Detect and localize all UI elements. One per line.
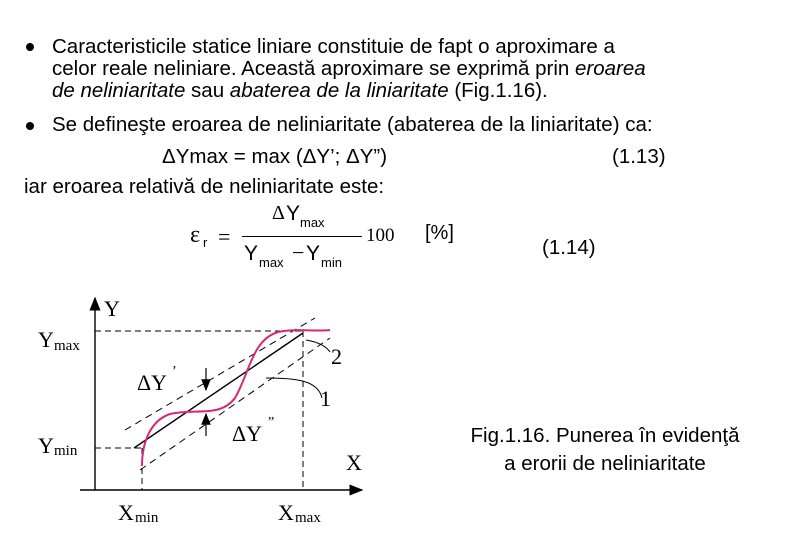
- denominator-sub2: min: [321, 255, 342, 270]
- figure-caption: [420, 422, 790, 478]
- delta-y-prime-mark: ’: [172, 364, 177, 379]
- epsilon-subscript: r: [203, 235, 208, 250]
- leader-line-1: [266, 378, 322, 398]
- bullet-1-line-3-end: (Fig.1.16).: [448, 79, 548, 102]
- y-axis-label: Y: [104, 296, 120, 321]
- delta-y-second-label: ΔY: [232, 421, 263, 446]
- numerator-y: Y: [286, 202, 301, 225]
- bullet-1-line-1: Caracteristicile statice liniare constituie de fapt o aproximare a: [52, 35, 615, 58]
- relative-error-text: iar eroarea relativă de neliniaritate este:: [24, 175, 385, 198]
- equation-1-13-number: (1.13): [612, 145, 666, 168]
- delta-y-second-mark: ”: [268, 415, 275, 430]
- equation-1-13: ΔYmax = max (ΔY’; ΔY”): [162, 145, 388, 168]
- term-eroarea: eroarea: [575, 57, 646, 80]
- ymin-label-main: Y: [38, 433, 54, 458]
- unit-percent: [%]: [425, 222, 454, 244]
- caption-line-1: Fig.1.16. Punerea în evidenţă: [470, 424, 740, 447]
- epsilon-symbol: ε: [190, 222, 201, 248]
- bullet-paragraph-2: Se defineşte eroarea de neliniaritate (abaterea de la liniaritate) ca:: [52, 113, 653, 136]
- xmin-label-sub: min: [135, 510, 159, 526]
- caption-line-2: a erorii de neliniaritate: [504, 452, 706, 475]
- factor-100: 100: [366, 225, 395, 246]
- xmax-label-sub: max: [295, 510, 321, 526]
- denominator-sub1: max: [259, 255, 284, 270]
- x-axis-label: X: [346, 450, 362, 475]
- denominator-y2: Y: [306, 242, 321, 265]
- equals-sign: =: [218, 224, 231, 249]
- xmin-label-main: X: [118, 500, 134, 525]
- bullet-1-line-2-text: celor reale neliniare. Această aproximare se exprimă prin: [52, 57, 576, 80]
- delta-y-prime-label: ΔY: [137, 370, 168, 395]
- ymax-label-sub: max: [54, 338, 80, 354]
- equation-1-14-number: (1.14): [542, 236, 596, 259]
- term-de-neliniaritate: de neliniaritate: [52, 79, 186, 102]
- term-abaterea: abaterea de la liniaritate: [229, 79, 449, 102]
- denominator-y1: Y: [244, 242, 259, 265]
- curve-label-2: 2: [331, 344, 342, 369]
- curve-label-1: 1: [320, 386, 331, 411]
- numerator-delta: Δ: [272, 202, 285, 224]
- numerator-sub: max: [300, 215, 325, 230]
- ymin-label-sub: min: [54, 443, 78, 459]
- denominator-minus: −: [292, 240, 305, 265]
- xmax-label-main: X: [278, 500, 294, 525]
- ymax-label-main: Y: [38, 327, 54, 352]
- bullet-1-line-3-mid: sau: [185, 79, 230, 102]
